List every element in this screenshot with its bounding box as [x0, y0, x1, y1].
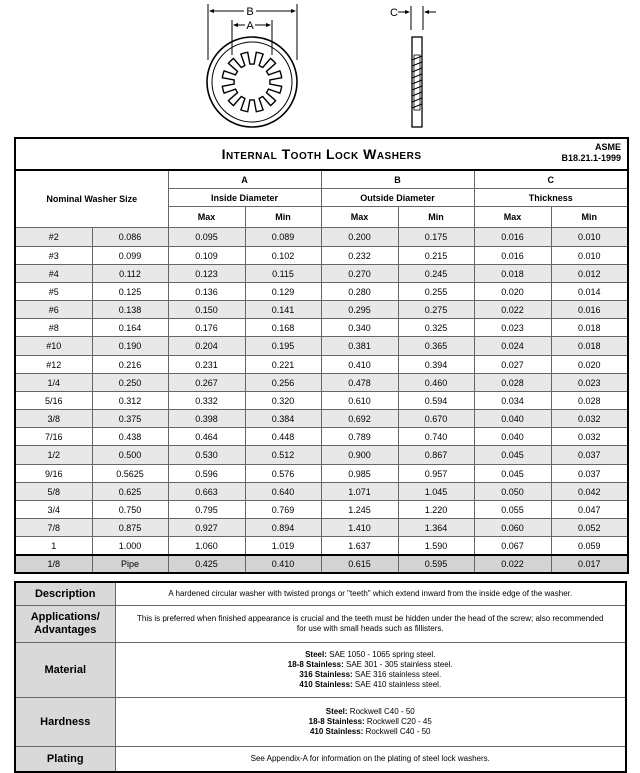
table-cell: 0.109	[168, 247, 245, 265]
spec-row	[15, 747, 626, 773]
spec-line-text: Rockwell C40 - 50	[363, 727, 431, 736]
spec-line-lead: 316 Stainless:	[299, 670, 353, 679]
spec-row	[15, 698, 626, 747]
max-header: Max	[474, 207, 551, 228]
table-cell: 0.270	[321, 265, 398, 283]
table-row	[15, 501, 628, 519]
table-cell: 0.123	[168, 265, 245, 283]
table-cell: 0.900	[321, 446, 398, 465]
dimensions-table	[14, 137, 629, 574]
table-cell: 0.045	[474, 446, 551, 465]
table-cell: 0.016	[474, 247, 551, 265]
min-header: Min	[551, 207, 628, 228]
spec-line-text: See Appendix-A for information on the plating of steel lock washers.	[250, 754, 490, 763]
table-cell: 0.625	[92, 483, 168, 501]
spec-line	[118, 650, 624, 660]
dim-a-label: A	[246, 20, 254, 32]
washer-teeth	[222, 52, 281, 111]
specs-table	[14, 581, 627, 773]
table-cell: 0.037	[551, 465, 628, 483]
table-cell: 0.067	[474, 537, 551, 556]
table-row	[15, 283, 628, 301]
table-cell: 0.410	[321, 356, 398, 374]
table-cell: #12	[15, 356, 92, 374]
table-cell: 0.175	[398, 228, 474, 247]
table-cell: 0.040	[474, 410, 551, 428]
table-cell: 0.164	[92, 319, 168, 337]
spec-line	[118, 754, 624, 764]
group-a-name: Inside Diameter	[168, 189, 321, 207]
table-cell: 0.112	[92, 265, 168, 283]
table-cell: 0.610	[321, 392, 398, 410]
spec-content	[115, 698, 626, 747]
table-cell: 3/8	[15, 410, 92, 428]
table-cell: #8	[15, 319, 92, 337]
table-cell: 1/8	[15, 555, 92, 573]
table-cell: 0.032	[551, 428, 628, 446]
table-cell: 0.221	[245, 356, 321, 374]
table-cell: #6	[15, 301, 92, 319]
spec-row	[15, 643, 626, 698]
table-cell: 0.024	[474, 337, 551, 356]
table-cell: 0.875	[92, 519, 168, 537]
spec-line-lead: 410 Stainless:	[309, 727, 364, 736]
table-cell: 0.050	[474, 483, 551, 501]
table-cell: 7/16	[15, 428, 92, 446]
table-cell: 0.384	[245, 410, 321, 428]
table-cell: 0.018	[474, 265, 551, 283]
washer-drawing	[0, 0, 640, 135]
table-cell: 0.640	[245, 483, 321, 501]
table-cell: 0.615	[321, 555, 398, 573]
table-cell: 0.010	[551, 247, 628, 265]
table-cell: 0.448	[245, 428, 321, 446]
table-cell: 0.016	[551, 301, 628, 319]
table-cell: 1.071	[321, 483, 398, 501]
table-cell: 0.438	[92, 428, 168, 446]
table-cell: 0.037	[551, 446, 628, 465]
table-cell: 0.692	[321, 410, 398, 428]
group-c-name: Thickness	[474, 189, 628, 207]
table-cell: 0.195	[245, 337, 321, 356]
table-cell: 5/16	[15, 392, 92, 410]
table-cell: 1.637	[321, 537, 398, 556]
spec-line	[118, 660, 624, 670]
table-cell: 0.018	[551, 337, 628, 356]
spec-line-text: Rockwell C40 - 50	[347, 707, 415, 716]
table-cell: 0.102	[245, 247, 321, 265]
table-cell: 1.220	[398, 501, 474, 519]
table-cell: 1.060	[168, 537, 245, 556]
spec-content	[115, 643, 626, 698]
table-cell: 0.095	[168, 228, 245, 247]
table-cell: 1/4	[15, 374, 92, 392]
max-header: Max	[321, 207, 398, 228]
table-cell: 7/8	[15, 519, 92, 537]
table-cell: 0.022	[474, 301, 551, 319]
table-row	[15, 301, 628, 319]
table-cell: 0.028	[551, 392, 628, 410]
table-cell: 0.576	[245, 465, 321, 483]
table-row	[15, 374, 628, 392]
spec-content	[115, 747, 626, 773]
standard-reference	[562, 142, 622, 164]
table-cell: 0.028	[474, 374, 551, 392]
table-row	[15, 410, 628, 428]
table-cell: 0.020	[474, 283, 551, 301]
nominal-size-header: Nominal Washer Size	[15, 170, 168, 228]
table-cell: 0.020	[551, 356, 628, 374]
spec-label: Material	[15, 643, 115, 698]
table-cell: 0.022	[474, 555, 551, 573]
table-cell: 0.042	[551, 483, 628, 501]
table-cell: 0.398	[168, 410, 245, 428]
table-cell: 0.012	[551, 265, 628, 283]
dim-b-label: B	[246, 6, 254, 18]
table-cell: 0.340	[321, 319, 398, 337]
table-cell: 0.394	[398, 356, 474, 374]
table-cell: 0.267	[168, 374, 245, 392]
table-cell: 0.381	[321, 337, 398, 356]
table-cell: 0.320	[245, 392, 321, 410]
table-cell: 0.255	[398, 283, 474, 301]
table-cell: 0.325	[398, 319, 474, 337]
spec-label: Description	[15, 582, 115, 606]
spec-content	[115, 582, 626, 606]
table-cell: 0.595	[398, 555, 474, 573]
table-cell: 0.594	[398, 392, 474, 410]
group-a-letter: A	[168, 170, 321, 189]
table-cell: 0.047	[551, 501, 628, 519]
table-cell: 0.014	[551, 283, 628, 301]
table-cell: 1	[15, 537, 92, 556]
spec-line-text: Rockwell C20 - 45	[364, 717, 432, 726]
table-cell: 0.256	[245, 374, 321, 392]
table-row	[15, 319, 628, 337]
table-cell: 0.596	[168, 465, 245, 483]
table-cell: #3	[15, 247, 92, 265]
table-cell: 0.985	[321, 465, 398, 483]
table-cell: 1.410	[321, 519, 398, 537]
table-cell: 0.332	[168, 392, 245, 410]
spec-line-lead: Steel:	[325, 707, 348, 716]
spec-line-text: This is preferred when finished appearance is crucial and the teeth must be hidden under the head of the screw; also recommended	[137, 614, 604, 623]
table-cell: 0.530	[168, 446, 245, 465]
table-cell: 0.018	[551, 319, 628, 337]
spec-line-text: SAE 1050 - 1065 spring steel.	[326, 650, 436, 659]
table-cell: 0.200	[321, 228, 398, 247]
table-cell: 0.125	[92, 283, 168, 301]
table-cell: 0.867	[398, 446, 474, 465]
table-cell: 1.019	[245, 537, 321, 556]
table-cell: 0.410	[245, 555, 321, 573]
spec-line	[118, 707, 624, 717]
table-cell: 0.204	[168, 337, 245, 356]
table-cell: 0.295	[321, 301, 398, 319]
table-row	[15, 446, 628, 465]
table-cell: 0.5625	[92, 465, 168, 483]
table-cell: 0.250	[92, 374, 168, 392]
table-cell: 0.129	[245, 283, 321, 301]
table-cell: 0.034	[474, 392, 551, 410]
table-cell: 0.512	[245, 446, 321, 465]
spec-content	[115, 606, 626, 643]
table-title: Internal Tooth Lock Washers	[221, 146, 422, 162]
table-row	[15, 356, 628, 374]
spec-line-lead: 18-8 Stainless:	[308, 717, 365, 726]
table-row	[15, 247, 628, 265]
group-c-letter: C	[474, 170, 628, 189]
table-cell: 0.138	[92, 301, 168, 319]
table-cell: 0.365	[398, 337, 474, 356]
table-row	[15, 519, 628, 537]
table-cell: 0.927	[168, 519, 245, 537]
table-row	[15, 392, 628, 410]
spec-label: Hardness	[15, 698, 115, 747]
spec-line	[118, 614, 624, 624]
table-cell: 0.086	[92, 228, 168, 247]
spec-line-lead: Steel:	[305, 650, 327, 659]
table-cell: 0.023	[551, 374, 628, 392]
table-cell: 0.231	[168, 356, 245, 374]
table-row	[15, 537, 628, 556]
table-cell: 0.052	[551, 519, 628, 537]
table-cell: 0.040	[474, 428, 551, 446]
table-cell: 0.141	[245, 301, 321, 319]
spec-line	[118, 589, 624, 599]
spec-label: Plating	[15, 747, 115, 773]
table-cell: 0.740	[398, 428, 474, 446]
spec-row	[15, 606, 626, 643]
table-cell: 0.215	[398, 247, 474, 265]
table-cell: #5	[15, 283, 92, 301]
table-cell: 0.045	[474, 465, 551, 483]
table-cell: 0.894	[245, 519, 321, 537]
min-header: Min	[245, 207, 321, 228]
table-cell: 5/8	[15, 483, 92, 501]
table-cell: 0.375	[92, 410, 168, 428]
table-row	[15, 555, 628, 573]
table-cell: 0.016	[474, 228, 551, 247]
table-cell: 0.232	[321, 247, 398, 265]
table-cell: 0.010	[551, 228, 628, 247]
table-cell: 1.245	[321, 501, 398, 519]
spec-line	[118, 670, 624, 680]
table-cell: 0.115	[245, 265, 321, 283]
table-cell: 0.027	[474, 356, 551, 374]
table-cell: 0.795	[168, 501, 245, 519]
table-cell: 1.045	[398, 483, 474, 501]
table-cell: 0.017	[551, 555, 628, 573]
table-cell: 0.425	[168, 555, 245, 573]
spec-line	[118, 727, 624, 737]
spec-line	[118, 717, 624, 727]
spec-row	[15, 582, 626, 606]
table-row	[15, 428, 628, 446]
table-cell: 0.789	[321, 428, 398, 446]
table-cell: #4	[15, 265, 92, 283]
table-cell: 0.769	[245, 501, 321, 519]
spec-line-text: SAE 316 stainless steel.	[352, 670, 442, 679]
table-cell: 3/4	[15, 501, 92, 519]
table-cell: 0.023	[474, 319, 551, 337]
spec-label: Applications/ Advantages	[15, 606, 115, 643]
table-row	[15, 483, 628, 501]
table-cell: 0.099	[92, 247, 168, 265]
table-cell: 0.663	[168, 483, 245, 501]
table-cell: 0.460	[398, 374, 474, 392]
table-cell: 0.176	[168, 319, 245, 337]
dim-c-label: C	[390, 7, 398, 19]
table-cell: 1.000	[92, 537, 168, 556]
max-header: Max	[168, 207, 245, 228]
table-cell: 0.150	[168, 301, 245, 319]
table-cell: 0.032	[551, 410, 628, 428]
teeth-outline	[222, 52, 281, 111]
table-cell: 1.364	[398, 519, 474, 537]
table-cell: #2	[15, 228, 92, 247]
spec-line-text: A hardened circular washer with twisted prongs or "teeth" which extend inward from the inside edge of the washer.	[168, 589, 573, 598]
table-cell: 0.216	[92, 356, 168, 374]
spec-line-text: for use with small heads such as fillisters.	[296, 624, 444, 633]
table-cell: 0.478	[321, 374, 398, 392]
table-cell: 0.750	[92, 501, 168, 519]
spec-line	[118, 624, 624, 634]
table-cell: 0.168	[245, 319, 321, 337]
table-cell: #10	[15, 337, 92, 356]
spec-line-text: SAE 301 - 305 stainless steel.	[343, 660, 453, 669]
table-cell: 0.245	[398, 265, 474, 283]
table-cell: 0.280	[321, 283, 398, 301]
table-cell: 0.059	[551, 537, 628, 556]
table-cell: 0.060	[474, 519, 551, 537]
standard-line-2: B18.21.1-1999	[561, 153, 622, 163]
table-cell: 0.055	[474, 501, 551, 519]
min-header: Min	[398, 207, 474, 228]
table-cell: 0.275	[398, 301, 474, 319]
table-row	[15, 465, 628, 483]
spec-line-lead: 18-8 Stainless:	[287, 660, 344, 669]
table-cell: 0.500	[92, 446, 168, 465]
table-cell: 0.464	[168, 428, 245, 446]
table-cell: 0.957	[398, 465, 474, 483]
table-row	[15, 337, 628, 356]
spec-line-lead: 410 Stainless:	[299, 680, 353, 689]
table-cell: 0.190	[92, 337, 168, 356]
table-title-cell	[15, 138, 628, 170]
table-cell: 0.670	[398, 410, 474, 428]
table-row	[15, 265, 628, 283]
table-cell: 0.136	[168, 283, 245, 301]
spec-line-text: SAE 410 stainless steel.	[352, 680, 442, 689]
standard-line-1: ASME	[595, 142, 622, 152]
group-b-letter: B	[321, 170, 474, 189]
table-cell: 9/16	[15, 465, 92, 483]
table-cell: 0.089	[245, 228, 321, 247]
table-cell: 1/2	[15, 446, 92, 465]
group-b-name: Outside Diameter	[321, 189, 474, 207]
table-cell: 0.312	[92, 392, 168, 410]
table-cell: 1.590	[398, 537, 474, 556]
spec-line	[118, 680, 624, 690]
table-row	[15, 228, 628, 247]
table-cell: Pipe	[92, 555, 168, 573]
